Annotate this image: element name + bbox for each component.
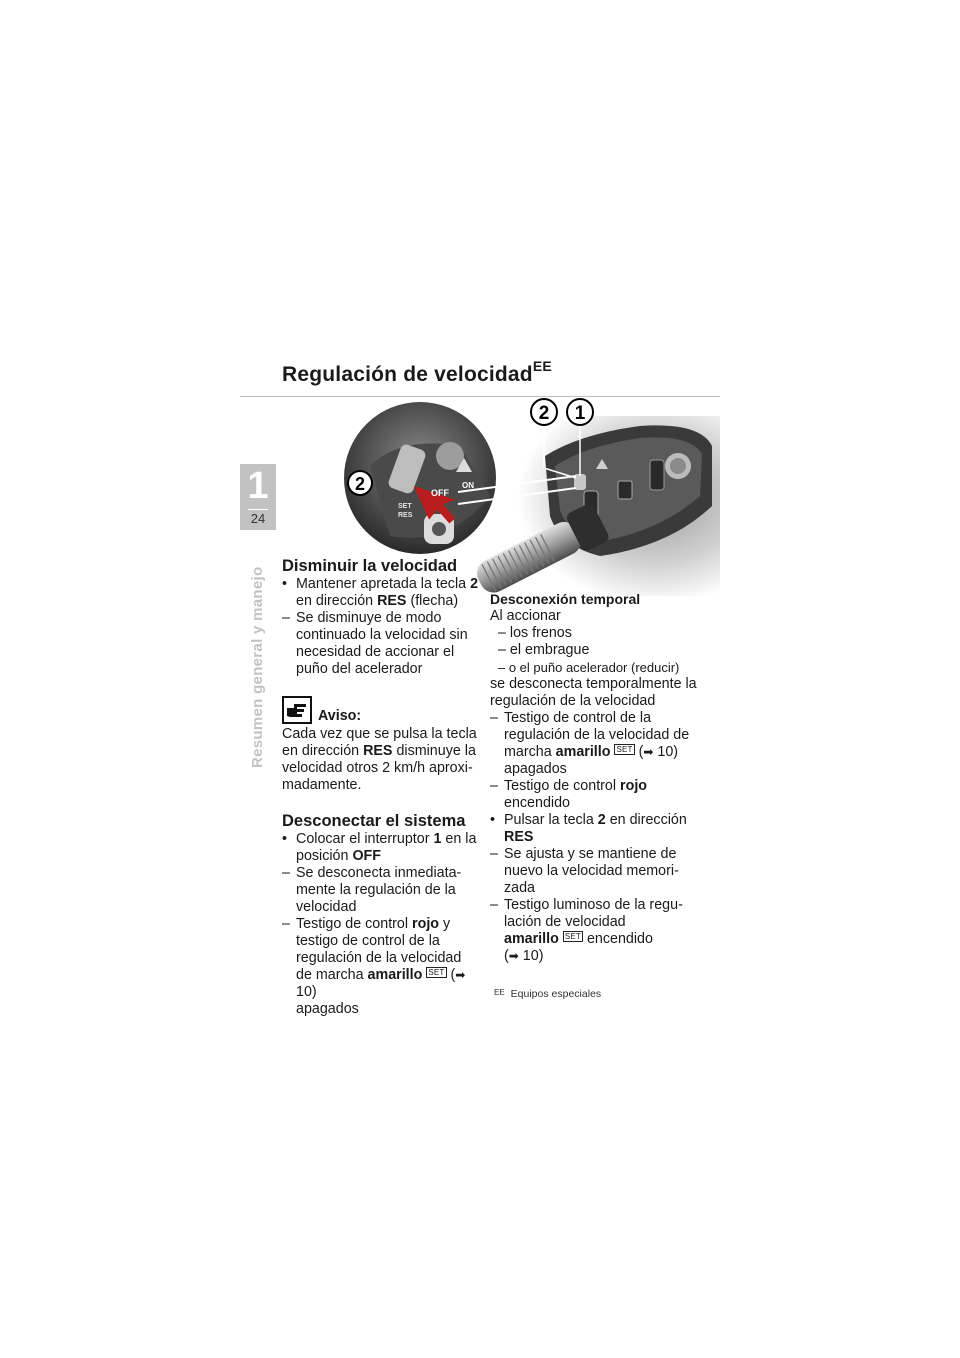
list-item: – Testigo de control de la regulación de la velocidad de marcha amarillo SET (➡ 10) apagados: [490, 710, 690, 777]
heading-desconexion-temporal: Desconexión temporal: [490, 591, 641, 607]
list-item: – Testigo de control rojo encendido: [490, 778, 648, 811]
list-item: – Se ajusta y se mantiene de nuevo la velocidad memorizada: [490, 846, 679, 896]
section-label: Resumen general y manejo: [249, 566, 266, 768]
intro-text: Al accionar: [490, 608, 561, 624]
after-text: se desconecta temporalmente la regulación de la velocidad: [490, 676, 697, 709]
switch-set-label: SET: [398, 503, 412, 510]
page-ref-arrow-icon: ➡: [508, 949, 519, 963]
list-item: – Se desconecta inmediatamente la regulación de la velocidad: [282, 865, 462, 915]
footnote: EE Equipos especiales: [494, 988, 602, 1000]
switch-res-label: RES: [398, 512, 413, 519]
note-label: Aviso:: [318, 708, 362, 724]
column-right: [490, 591, 700, 965]
set-indicator-icon: SET: [564, 932, 581, 941]
sub-item: – los frenos: [498, 625, 572, 641]
sub-item: – el embrague: [498, 642, 590, 658]
callout-2: 2: [538, 403, 550, 424]
sub-item: – o el puño acelerador (reducir): [498, 660, 680, 675]
note-text: Cada vez que se pulsa la tecla en dirección RES disminuye la velocidad otros 2 km/h aproximadamente.: [282, 726, 477, 793]
note-header: [282, 696, 478, 724]
set-indicator-icon: SET: [428, 968, 445, 977]
list-item: • Colocar el interruptor 1 en la posición OFF: [282, 831, 477, 864]
list-item: • Pulsar la tecla 2 en dirección RES: [490, 812, 687, 845]
list-item: – Testigo luminoso de la regulación de velocidad amarillo SET encendido (➡ 10): [490, 897, 683, 964]
page-ref-arrow-icon: ➡: [455, 968, 466, 982]
list-item: • Mantener apretada la tecla 2 en dirección RES (flecha): [282, 576, 479, 609]
heading-disminuir: Disminuir la velocidad: [282, 557, 458, 575]
callout-2-zoom: 2: [354, 474, 366, 494]
list-item: – Se disminuye de modo continuado la velocidad sin necesidad de accionar el puño del acelerador: [282, 610, 468, 677]
set-indicator-icon: SET: [616, 745, 633, 754]
switch-on-label: ON: [462, 481, 474, 490]
list-item: – Testigo de control rojo y testigo de control de la regulación de la velocidad de marcha amarillo SET (➡ 10) apagados: [282, 916, 466, 1017]
switch-off-label: OFF: [431, 488, 449, 498]
chapter-tab: [240, 464, 276, 530]
chapter-number: 1: [247, 465, 269, 507]
page-number: 24: [250, 511, 266, 526]
page-ref-arrow-icon: ➡: [643, 745, 654, 759]
heading-desconectar: Desconectar el sistema: [282, 812, 466, 830]
column-left: [282, 557, 478, 1018]
callout-1: 1: [574, 403, 586, 424]
page-title: Regulación de velocidad$^{EE}$: [282, 358, 552, 386]
note-hand-icon: [282, 696, 312, 724]
